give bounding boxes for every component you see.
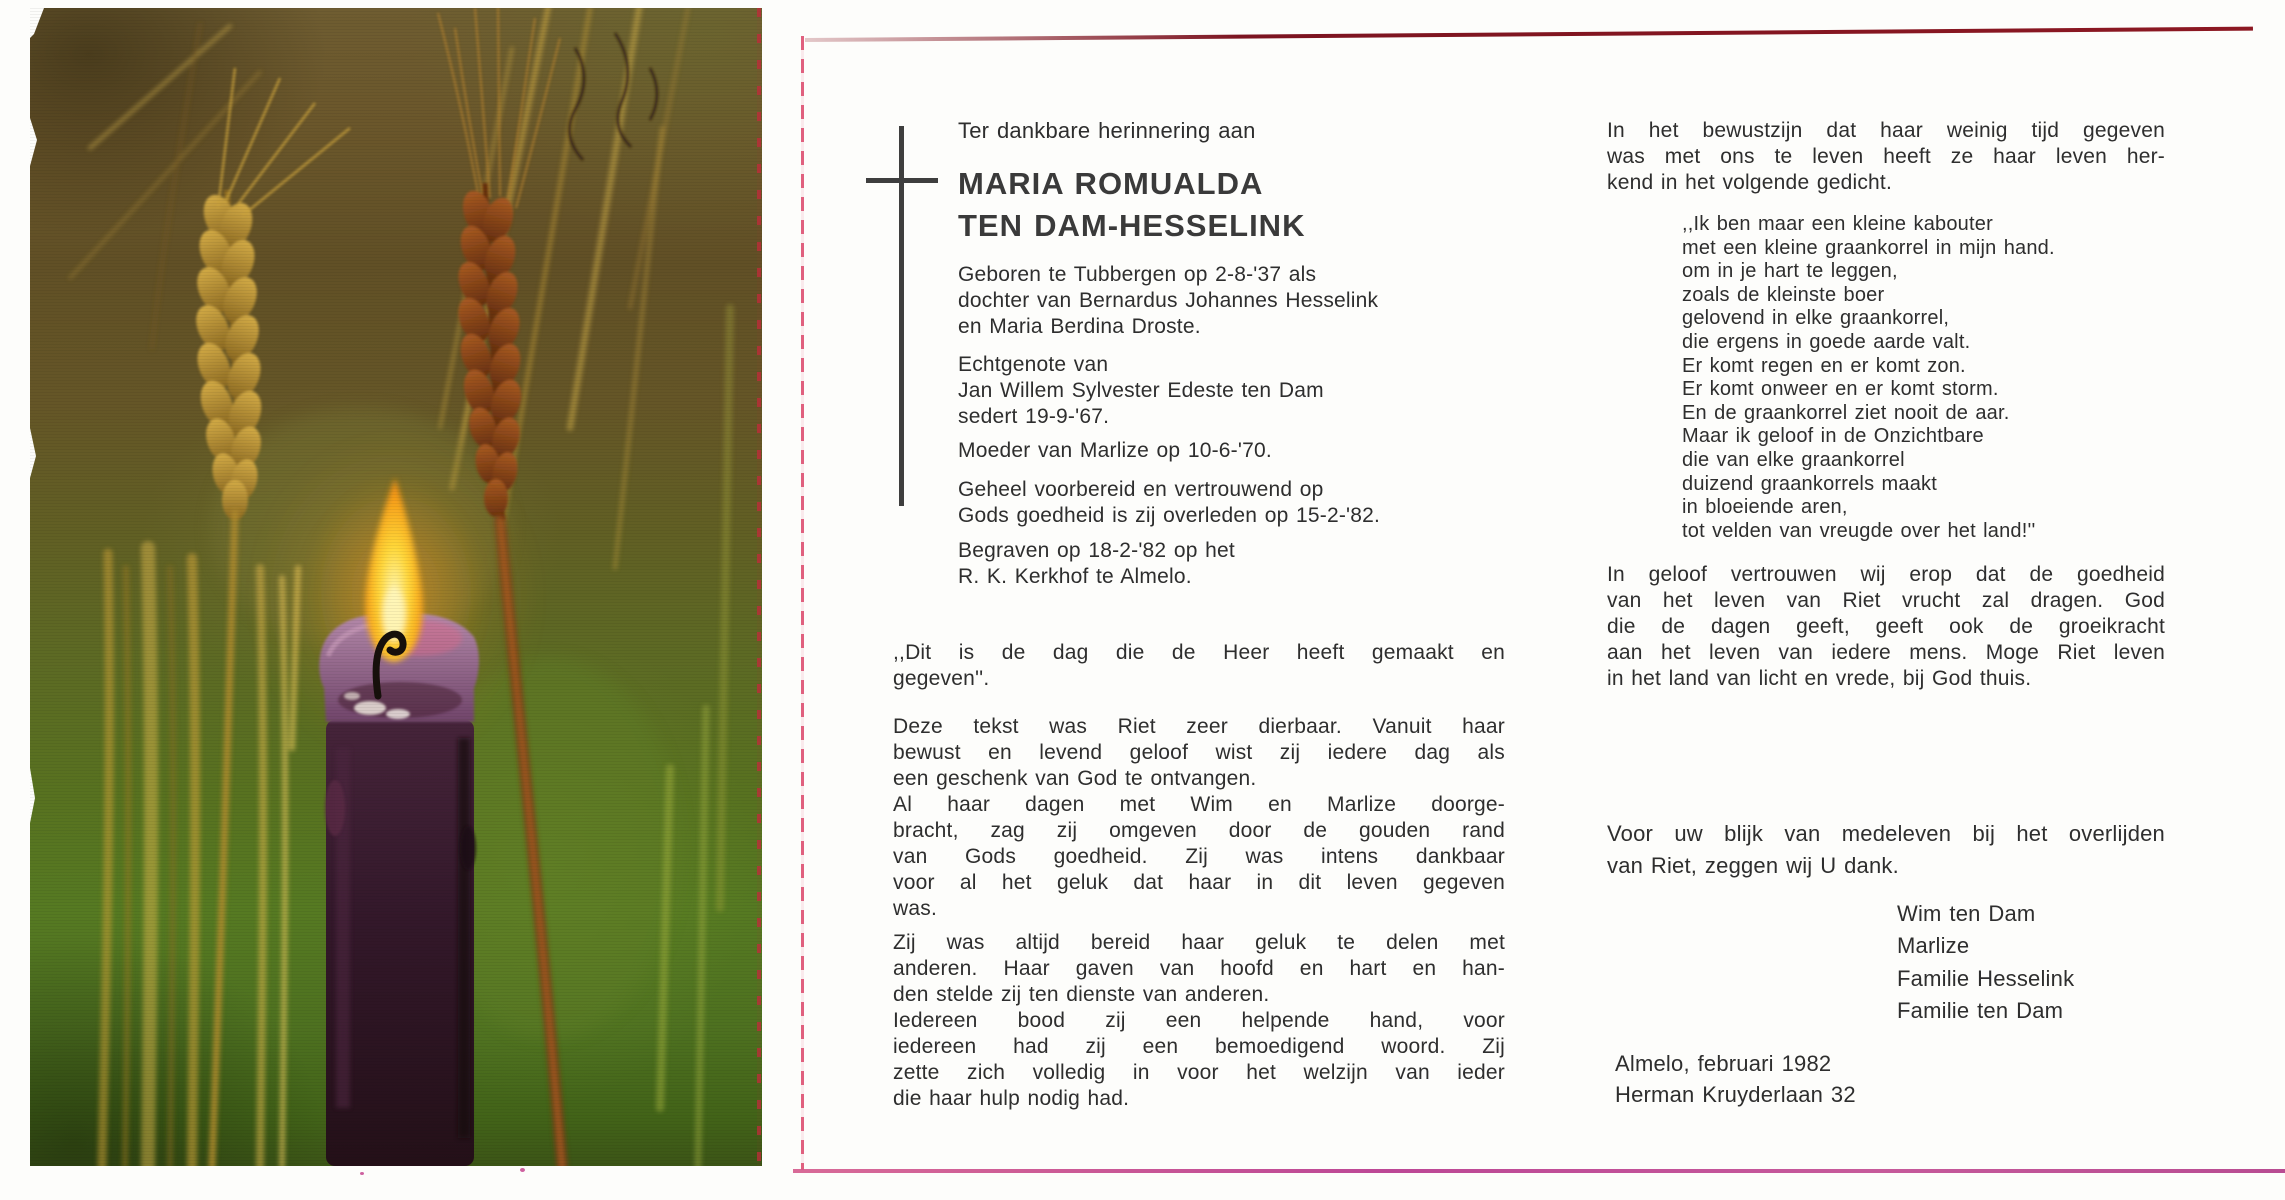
ink-speck (520, 1168, 525, 1172)
text-line: een geschenk van God te ontvangen. (893, 767, 1257, 790)
text-line: tot velden van vreugde over het land!'' (1682, 519, 2036, 542)
tribute-paragraph-2 (893, 792, 1505, 922)
text-line: die van elke graankorrel (1682, 448, 1905, 471)
ink-speck (360, 1172, 364, 1175)
text-line: In geloof vertrouwen wij erop dat de goedheid (1607, 563, 2165, 586)
signatories (1897, 898, 2074, 1028)
text-line: Al haar dagen met Wim en Marlize doorge- (893, 793, 1505, 816)
text-line: zoals de kleinste boer (1682, 283, 1885, 306)
card-border-bottom (793, 1169, 2285, 1173)
text-line: sedert 19-9-'67. (958, 405, 1110, 428)
text-line: Deze tekst was Riet zeer dierbaar. Vanuit haar (893, 715, 1505, 738)
text-line: voor al het geluk dat haar in dit leven gegeven (893, 871, 1505, 894)
cross-icon (866, 126, 942, 508)
text-line: en Maria Berdina Droste. (958, 315, 1201, 338)
candle (319, 614, 479, 1166)
burial-paragraph (958, 538, 1235, 590)
text-line: Geboren te Tubbergen op 2-8-'37 als (958, 263, 1317, 286)
photo-illustration (30, 8, 762, 1166)
photo-edge-red-fringe (757, 8, 761, 1166)
text-line: Voor uw blijk van medeleven bij het overlijden (1607, 821, 2165, 846)
faith-paragraph (1607, 562, 2165, 692)
card-border-top (805, 27, 2253, 42)
text-line: zette zich volledig in voor het welzijn van ieder (893, 1061, 1505, 1084)
text-line: Marlize (1897, 933, 1970, 959)
text-line: Moeder van Marlize op 10-6-'70. (958, 439, 1272, 462)
text-line: was met ons te leven heeft ze haar leven her- (1607, 145, 2165, 168)
text-line: Begraven op 18-2-'82 op het (958, 539, 1235, 562)
text-line: Familie Hesselink (1897, 965, 2075, 991)
text-line: die ergens in goede aarde valt. (1682, 330, 1971, 353)
poem-intro-paragraph (1607, 118, 2165, 196)
text-line: bracht, zag zij omgeven door de gouden rand (893, 819, 1505, 842)
text-line: Jan Willem Sylvester Edeste ten Dam (958, 379, 1324, 402)
text-line: Er komt onweer en er komt storm. (1682, 378, 1999, 401)
text-line: van het leven van Riet vrucht zal dragen. God (1607, 589, 2165, 612)
wax-drip (354, 701, 386, 715)
text-line: In het bewustzijn dat haar weinig tijd gegeven (1607, 119, 2165, 142)
text-line: in het land van licht en vrede, bij God thuis. (1607, 667, 2032, 690)
text-line: kend in het volgende gedicht. (1607, 171, 1893, 194)
text-line: die de dagen geeft, geeft ook de groeikracht (1607, 615, 2165, 638)
text-line: van Gods goedheid. Zij was intens dankbaar (893, 845, 1505, 868)
text-line: gegeven''. (893, 667, 990, 690)
text-line: Zij was altijd bereid haar geluk te delen met (893, 931, 1505, 954)
text-line: R. K. Kerkhof te Almelo. (958, 565, 1192, 588)
text-line: aan het leven van iedere mens. Moge Riet leven (1607, 641, 2165, 664)
text-line: Gods goedheid is zij overleden op 15-2-'82. (958, 504, 1381, 527)
text-line: Er komt regen en er komt zon. (1682, 354, 1966, 377)
death-paragraph (958, 477, 1380, 529)
text-line: dochter van Bernardus Johannes Hesselink (958, 289, 1379, 312)
birth-paragraph (958, 262, 1378, 340)
text-line: MARIA ROMUALDA (958, 166, 1264, 201)
text-line: die haar hulp nodig had. (893, 1087, 1130, 1110)
wax-drip (344, 692, 360, 700)
wax-drip (386, 709, 410, 719)
text-line: Familie ten Dam (1897, 998, 2064, 1024)
text-line: iedereen had zij een bemoedigend woord. Zij (893, 1035, 1505, 1058)
card-border-left (801, 36, 804, 1170)
text-line: Almelo, februari 1982 (1615, 1051, 1832, 1076)
deceased-name (958, 163, 1305, 247)
text-line: in bloeiende aren, (1682, 496, 1848, 519)
cross-vertical (899, 126, 904, 506)
text-line: Wim ten Dam (1897, 901, 2036, 926)
text-line: Iedereen bood zij een helpende hand, voor (893, 1009, 1505, 1032)
place-date-address (1615, 1048, 1856, 1110)
text-line: van Riet, zeggen wij U dank. (1607, 853, 1899, 878)
tribute-paragraph-1 (893, 714, 1505, 792)
text-line: Geheel voorbereid en vertrouwend op (958, 478, 1324, 501)
text-line: anderen. Haar gaven van hoofd en hart en han- (893, 957, 1505, 980)
photo-edge-notches (30, 8, 44, 823)
text-line: met een kleine graankorrel in mijn hand. (1682, 236, 2055, 259)
text-line: was. (893, 897, 937, 920)
tribute-paragraph-3 (893, 930, 1505, 1008)
thanks-paragraph (1607, 818, 2165, 882)
text-line: bewust en levend geloof wist zij iedere dag als (893, 741, 1505, 764)
text-line: Echtgenote van (958, 353, 1109, 376)
cross-horizontal (866, 178, 938, 183)
text-line: TEN DAM-HESSELINK (958, 208, 1306, 243)
photo-panel (30, 8, 762, 1166)
tribute-paragraph-4 (893, 1008, 1505, 1112)
mother-paragraph (958, 438, 1272, 464)
text-line: duizend graankorrels maakt (1682, 472, 1937, 495)
spouse-paragraph (958, 352, 1324, 430)
text-line: En de graankorrel ziet nooit de aar. (1682, 401, 2010, 424)
text-line: Herman Kruyderlaan 32 (1615, 1082, 1856, 1107)
text-line: ,,Dit is de dag die de Heer heeft gemaakt en (893, 641, 1505, 664)
text-line: ,,Ik ben maar een kleine kabouter (1682, 213, 1993, 235)
text-line: gelovend in elke graankorrel, (1682, 307, 1950, 330)
text-line: den stelde zij ten dienste van anderen. (893, 983, 1270, 1006)
text-line: Maar ik geloof in de Onzichtbare (1682, 425, 1984, 448)
text-line: om in je hart te leggen, (1682, 260, 1898, 283)
memorial-intro: Ter dankbare herinnering aan (958, 118, 1256, 143)
poem (1682, 213, 2055, 543)
scripture-quote (893, 640, 1505, 692)
